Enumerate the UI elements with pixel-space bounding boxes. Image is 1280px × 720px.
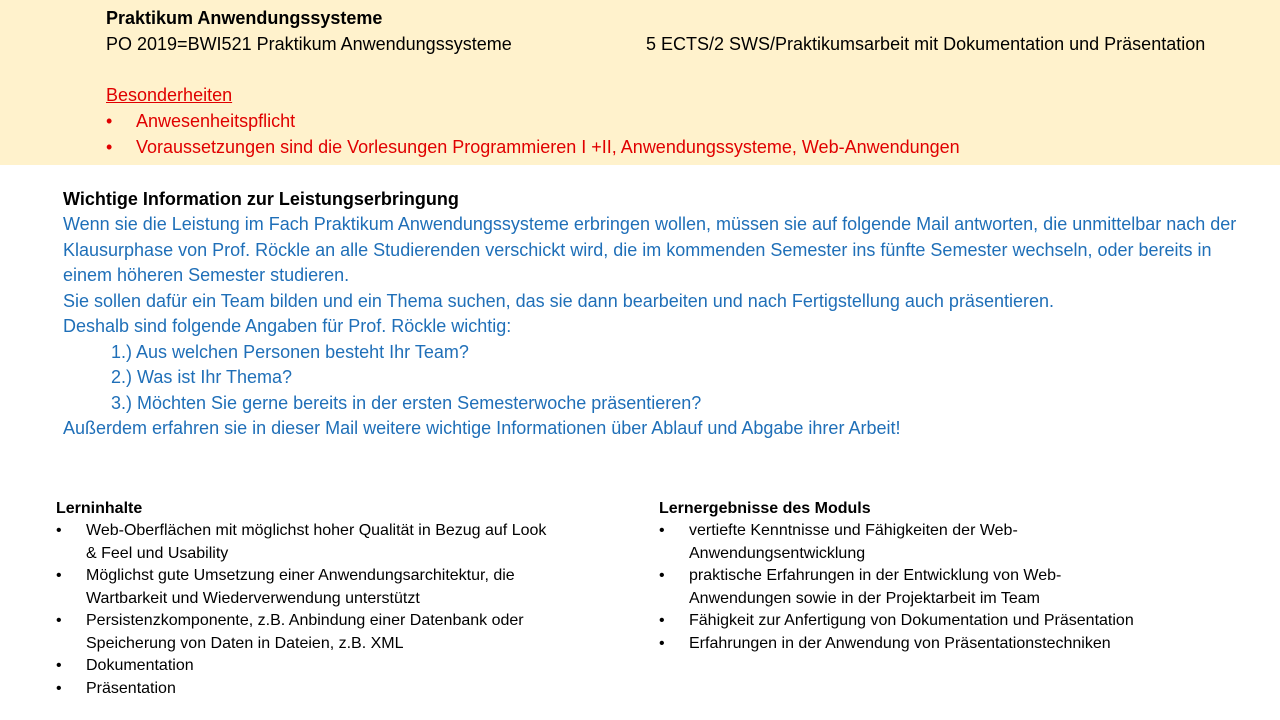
bullet-icon: • — [659, 567, 665, 584]
info-paragraph: Deshalb sind folgende Angaben für Prof. Röckle wichtig: — [63, 316, 512, 336]
bullet-icon: • — [56, 612, 62, 629]
question-item: 2.) Was ist Ihr Thema? — [111, 367, 293, 387]
lernergebnisse-section — [659, 498, 1219, 655]
lerninhalte-section — [56, 498, 616, 700]
info-text — [63, 212, 1243, 442]
list-item: • Persistenzkomponente, z.B. Anbindung einer Datenbank oder Speicherung von Daten in Dateien, z.B. XML — [56, 612, 524, 652]
list-item: • Voraussetzungen sind die Vorlesungen Programmieren I +II, Anwendungssysteme, Web-Anwendungen — [106, 137, 960, 157]
course-title: Praktikum Anwendungssysteme — [106, 8, 383, 28]
lerninhalte-heading: Lerninhalte — [56, 500, 143, 517]
bullet-icon: • — [106, 111, 113, 131]
info-paragraph: Sie sollen dafür ein Team bilden und ein Thema suchen, das sie dann bearbeiten und nach Fertigstellung auch präsentieren. — [63, 290, 1054, 311]
info-paragraph: Außerdem erfahren sie in dieser Mail weitere wichtige Informationen über Ablauf und Abgabe ihrer Arbeit! — [63, 418, 901, 438]
lernergebnisse-list — [659, 520, 1219, 655]
bullet-icon: • — [659, 634, 665, 652]
list-item: • Präsentation — [56, 678, 556, 701]
po-line: PO 2019=BWI521 Praktikum Anwendungssysteme — [106, 34, 512, 54]
bullet-icon: • — [56, 522, 62, 539]
question-item: 3.) Möchten Sie gerne bereits in der ersten Semesterwoche präsentieren? — [111, 392, 702, 413]
besonderheiten-heading: Besonderheiten — [106, 85, 233, 105]
info-heading: Wichtige Information zur Leistungserbringung — [63, 189, 459, 209]
list-item: • Erfahrungen in der Anwendung von Präsentationstechniken — [659, 633, 1159, 656]
list-item: • Web-Oberflächen mit möglichst hoher Qualität in Bezug auf Look & Feel und Usability — [56, 522, 547, 562]
list-item: • Anwesenheitspflicht — [106, 111, 296, 131]
list-item: • vertiefte Kenntnisse und Fähigkeiten der Web-Anwendungsentwicklung — [659, 522, 1018, 562]
bullet-icon: • — [56, 657, 62, 674]
bullet-icon: • — [659, 612, 665, 629]
bullet-icon: • — [56, 679, 62, 697]
bullet-icon: • — [56, 567, 62, 584]
bullet-icon: • — [659, 522, 665, 539]
bullet-icon: • — [106, 137, 113, 157]
lerninhalte-list — [56, 520, 616, 700]
question-list — [63, 340, 1243, 417]
besonderheiten-list — [106, 109, 960, 161]
question-item: 1.) Aus welchen Personen besteht Ihr Team? — [111, 341, 469, 362]
info-paragraph: Wenn sie die Leistung im Fach Praktikum Anwendungssysteme erbringen wollen, müssen sie auf folgende Mail antworten, die unmittelbar nach der Klausurphase von Prof. Röckle an alle Studierenden verschickt wird, die im kommenden Semester ins fünfte Semester wechseln, oder bereits in einem höheren Semester studieren. — [63, 214, 1237, 285]
lernergebnisse-heading: Lernergebnisse des Moduls — [659, 500, 871, 517]
list-item: • Dokumentation — [56, 655, 556, 678]
list-item: • Fähigkeit zur Anfertigung von Dokumentation und Präsentation — [659, 610, 1159, 633]
ects-line: 5 ECTS/2 SWS/Praktikumsarbeit mit Dokumentation und Präsentation — [646, 34, 1206, 54]
list-item: • Möglichst gute Umsetzung einer Anwendungsarchitektur, die Wartbarkeit und Wiederverwendung unterstützt — [56, 567, 515, 607]
list-item: • praktische Erfahrungen in der Entwicklung von Web-Anwendungen sowie in der Projektarbeit im Team — [659, 567, 1062, 607]
